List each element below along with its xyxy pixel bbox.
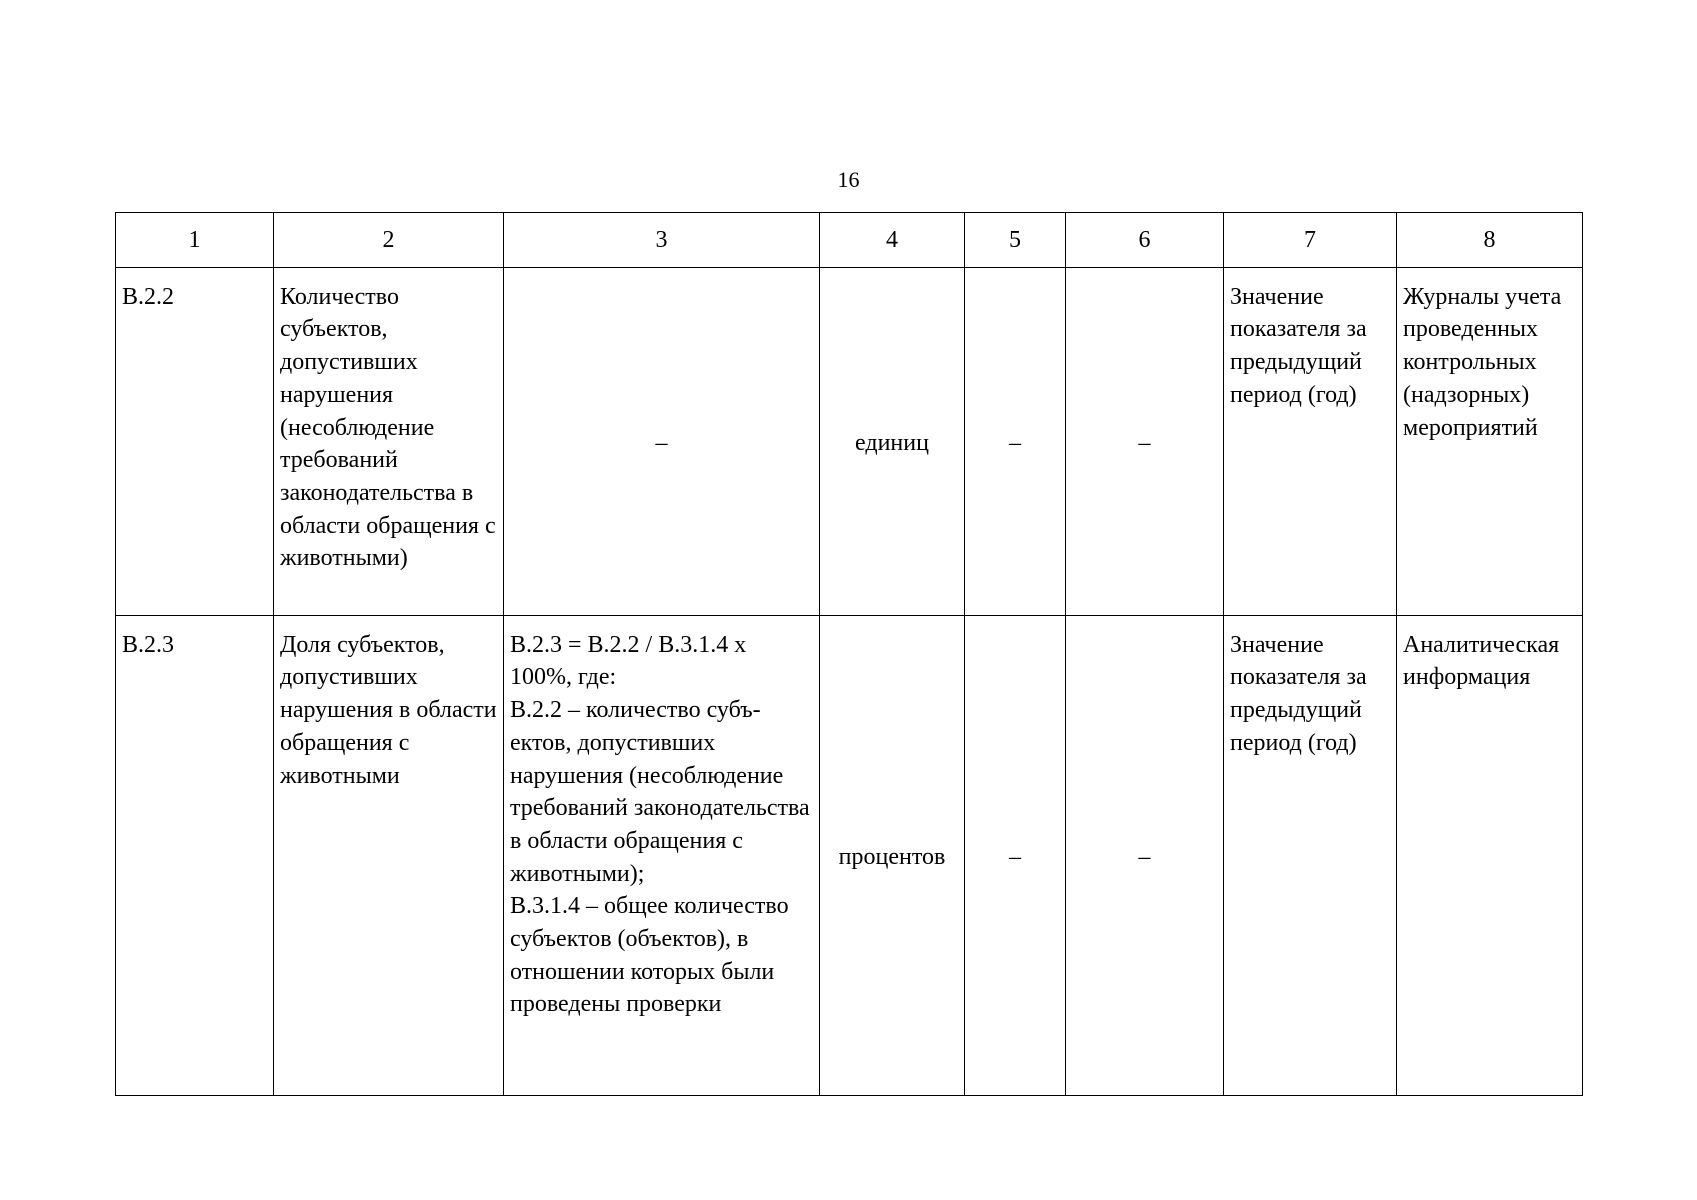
indicator-col6: – [1066,267,1224,615]
indicator-col6: – [1066,615,1224,1095]
table-row-b23 [116,615,1583,1095]
column-header: 5 [965,213,1066,268]
table-row-b22 [116,267,1583,615]
indicator-name: Количество субъектов, допустивших нарушения (несоблюдение требований законодательства в области обращения с животными) [274,267,504,615]
column-header: 4 [820,213,965,268]
indicators-table [115,212,1583,1096]
indicator-source: Аналитическая информация [1397,615,1583,1095]
indicator-col5: – [965,267,1066,615]
indicator-formula [504,615,820,1095]
column-header: 7 [1224,213,1397,268]
indicator-base-value: Значение показателя за предыдущий период (год) [1224,615,1397,1095]
column-header: 1 [116,213,274,268]
indicator-formula: – [504,267,820,615]
indicator-code: В.2.3 [116,615,274,1095]
column-header: 8 [1397,213,1583,268]
indicator-name: Доля субъектов, допустивших нарушения в области обращения с животными [274,615,504,1095]
indicator-code: В.2.2 [116,267,274,615]
column-header: 6 [1066,213,1224,268]
header-row [116,213,1583,268]
formula-line: В.2.2 – количество субъектов, допустивших нарушения (несоблюдение требований законодательства в области обращения с животными); [510,697,810,887]
column-header: 2 [274,213,504,268]
page-number: 16 [837,167,860,192]
indicator-source: Журналы учета проведенных контрольных (надзорных) мероприятий [1397,267,1583,615]
indicator-unit: единиц [820,267,965,615]
indicator-col5: – [965,615,1066,1095]
indicator-unit: процентов [820,615,965,1095]
formula-line: В.3.1.4 – общее количество субъектов (объектов), в отношении которых были проведены проверки [510,893,789,1018]
column-header: 3 [504,213,820,268]
formula-line: В.2.3 = В.2.2 / В.3.1.4 х 100%, где: [510,631,747,691]
indicator-base-value: Значение показателя за предыдущий период (год) [1224,267,1397,615]
